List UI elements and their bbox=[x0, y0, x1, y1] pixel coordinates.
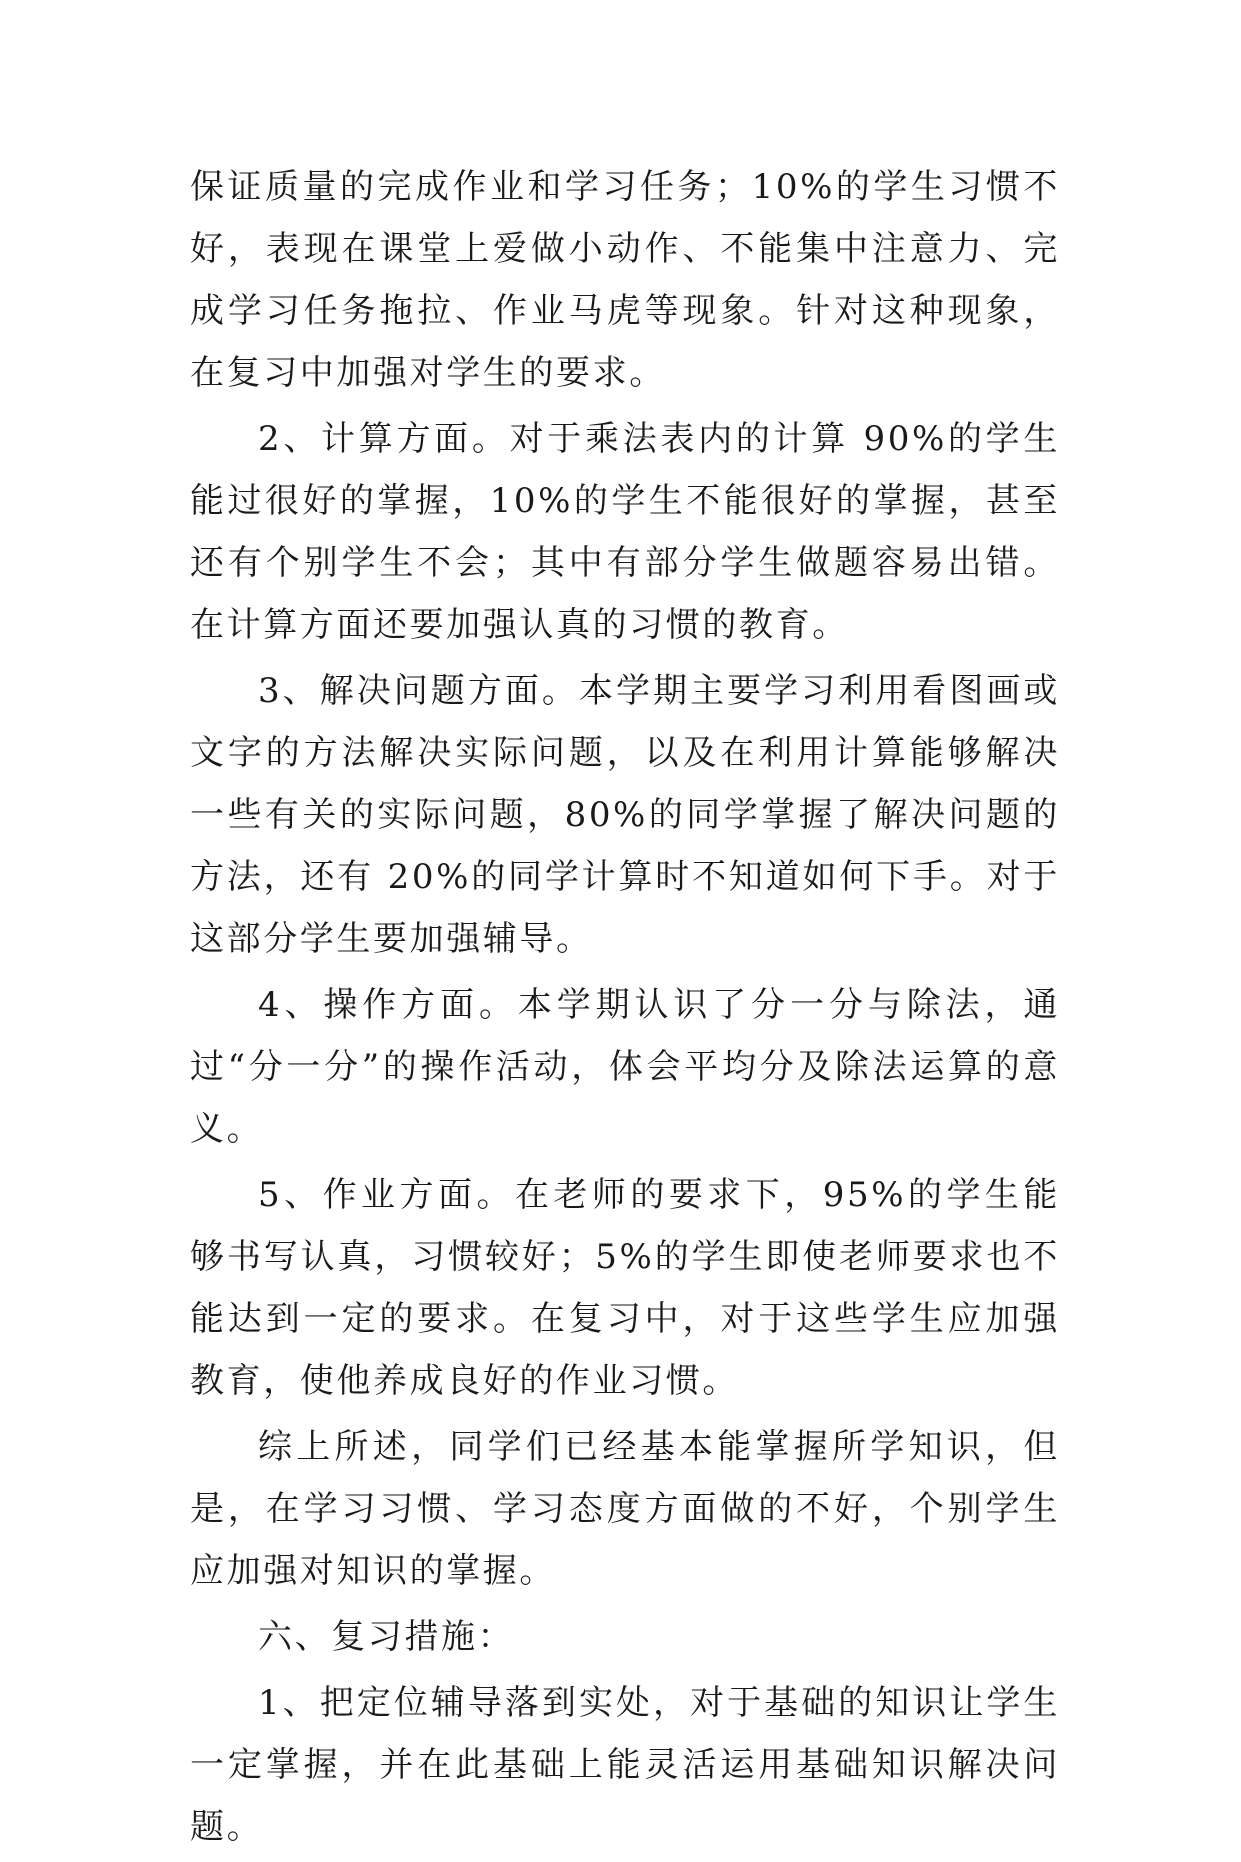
paragraph-problem-solving: 3、解决问题方面。本学期主要学习利用看图画或文字的方法解决实际问题，以及在利用计算能够解决一些有关的实际问题，80%的同学掌握了解决问题的方法，还有 20%的同学计算时不知道如何下手。对于这部分学生要加强辅导。 bbox=[190, 671, 1060, 959]
document-page bbox=[190, 156, 1060, 1862]
paragraph-measure-1: 1、把定位辅导落到实处，对于基础的知识让学生一定掌握，并在此基础上能灵活运用基础知识解决问题。 bbox=[190, 1683, 1060, 1847]
paragraph-calculation: 2、计算方面。对于乘法表内的计算 90%的学生能过很好的掌握，10%的学生不能很好的掌握，甚至还有个别学生不会；其中有部分学生做题容易出错。在计算方面还要加强认真的习惯的教育。 bbox=[190, 419, 1060, 645]
paragraph-continuation: 保证质量的完成作业和学习任务；10%的学生习惯不好，表现在课堂上爱做小动作、不能集中注意力、完成学习任务拖拉、作业马虎等现象。针对这种现象，在复习中加强对学生的要求。 bbox=[190, 167, 1060, 393]
paragraph-summary: 综上所述，同学们已经基本能掌握所学知识，但是，在学习习惯、学习态度方面做的不好，个别学生应加强对知识的掌握。 bbox=[190, 1427, 1060, 1591]
section-heading-review-measures: 六、复习措施： bbox=[258, 1617, 515, 1657]
paragraph-homework: 5、作业方面。在老师的要求下，95%的学生能够书写认真，习惯较好；5%的学生即使老师要求也不能达到一定的要求。在复习中，对于这些学生应加强教育，使他养成良好的作业习惯。 bbox=[190, 1175, 1060, 1401]
paragraph-operation: 4、操作方面。本学期认识了分一分与除法，通过“分一分”的操作活动，体会平均分及除法运算的意义。 bbox=[190, 985, 1060, 1149]
